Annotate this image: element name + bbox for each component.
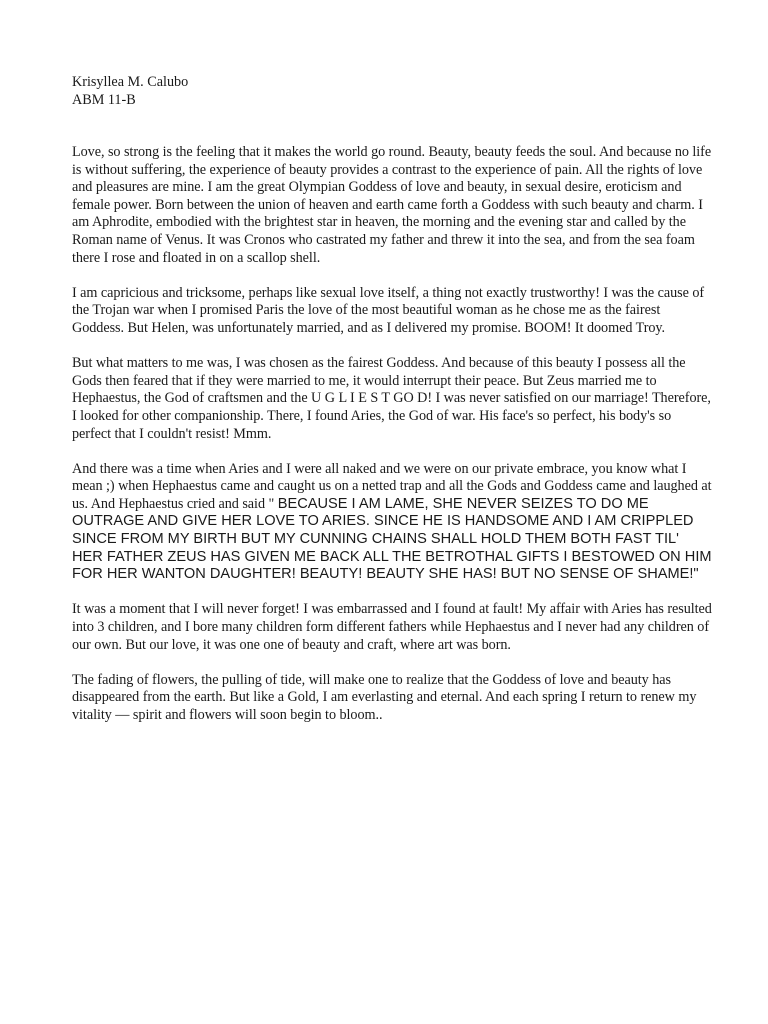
paragraph-4-quote: BECAUSE I AM LAME, SHE NEVER SEIZES TO DO ME OUTRAGE AND GIVE HER LOVE TO ARIES. SINCE HE IS HANDSOME AND I AM CRIPPLED SINCE FROM MY BIRTH BUT MY CUNNING CHAINS SHALL HOLD THEM BOTH FAST TIL' HER FATHER ZEUS HAS GIVEN ME BACK ALL THE BETROTHAL GIFTS I BESTOWED ON HIM FOR HER WANTON DAUGHTER! BEAUTY! BEAUTY SHE HAS! BUT NO SENSE OF SHAME!" <box>72 495 712 583</box>
author-name: Krisyllea M. Calubo <box>72 74 189 90</box>
paragraph-3: But what matters to me was, I was chosen as the fairest Goddess. And because of this beauty I possess all the Gods then feared that if they were married to me, it would interrupt their peace. But Zeus married me to Hephaestus, the God of craftsmen and the U G L I E S T GO D! I was never satisfied on our marriage! Therefore, I looked for other companionship. There, I found Aries, the God of war. His face's so perfect, his body's so perfect that I couldn't resist! Mmm. <box>72 355 711 442</box>
paragraph-1: Love, so strong is the feeling that it makes the world go round. Beauty, beauty feeds the soul. And because no life is without suffering, the experience of beauty provides a contrast to the experience of pain. All the rights of love and pleasures are mine. I am the great Olympian Goddess of love and beauty, in sexual desire, eroticism and female power. Born between the union of heaven and earth came forth a Goddess with such beauty and charm. I am Aphrodite, embodied with the brightest star in heaven, the morning and the evening star and called by the Roman name of Venus. It was Cronos who castrated my father and threw it into the sea, and from the sea foam there I rose and floated in on a scallop shell. <box>72 144 712 266</box>
document-header <box>72 74 712 109</box>
document-body <box>72 74 712 742</box>
class-section: ABM 11-B <box>72 91 136 108</box>
paragraph-6: The fading of flowers, the pulling of tide, will make one to realize that the Goddess of love and beauty has disappeared from the earth. But like a Gold, I am everlasting and eternal. And each spring I return to renew my vitality — spirit and flowers will soon begin to bloom.. <box>72 671 697 723</box>
paragraph-2: I am capricious and tricksome, perhaps like sexual love itself, a thing not exactly trustworthy! I was the cause of the Trojan war when I promised Paris the love of the most beautiful woman as he chose me as the fairest Goddess. But Helen, was unfortunately married, and as I delivered my promise. BOOM! It doomed Troy. <box>72 284 705 336</box>
paragraph-4 <box>72 461 712 584</box>
paragraph-4-intro: And there was a time when Aries and I were all naked and we were on our private embrace, you know what I mean ;) when Hephaestus came and caught us on a netted trap and all the Gods and Goddess came and laughed at us. And Hephaestus cried and said " <box>72 460 712 512</box>
paragraph-5: It was a moment that I will never forget! I was embarrassed and I found at fault! My affair with Aries has resulted into 3 children, and I bore many children form different fathers while Hephaestus and I never had any children of our own. But our love, it was one one of beauty and craft, where art was born. <box>72 601 712 653</box>
